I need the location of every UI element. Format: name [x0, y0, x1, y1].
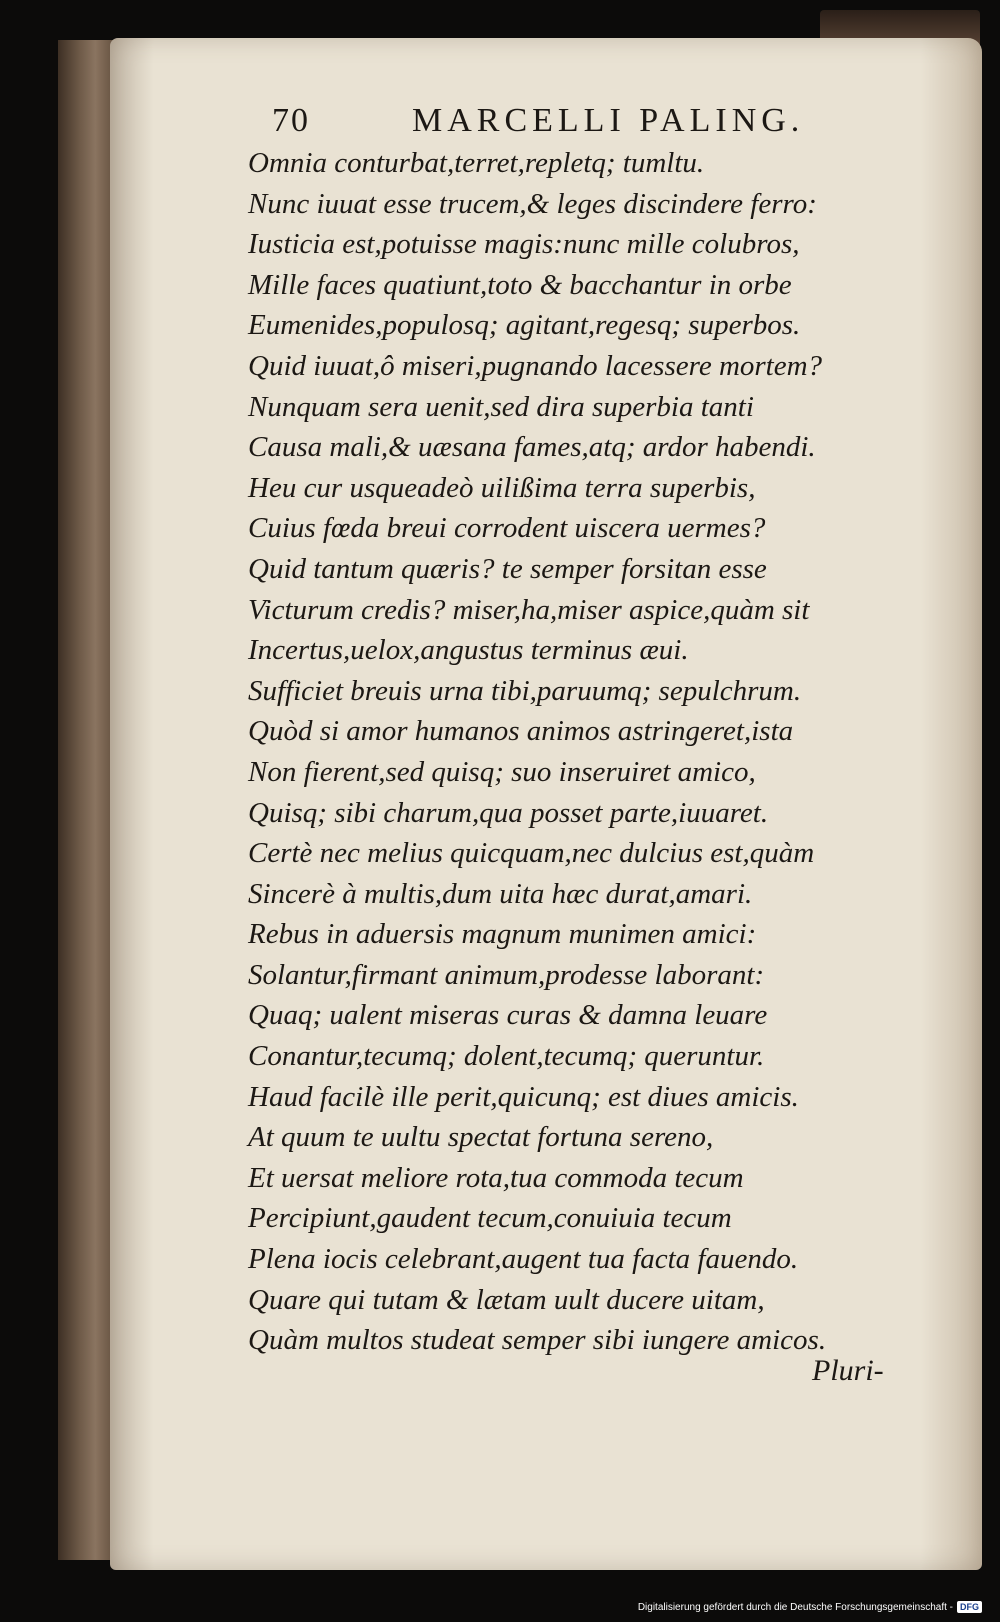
page-header [272, 102, 832, 142]
verse-line: Quàm multos studeat semper sibi iungere amicos. [248, 1324, 827, 1357]
verse-block [248, 143, 898, 1361]
verse-line: Nunquam sera uenit,sed dira superbia tanti [248, 390, 754, 423]
verse-line: Victurum credis? miser,ha,miser aspice,quàm sit [248, 593, 810, 626]
verse-line: Quare qui tutam & lætam uult ducere uitam, [248, 1283, 765, 1316]
funding-note: Digitalisierung gefördert durch die Deutsche Forschungsgemeinschaft - [637, 1601, 953, 1613]
running-title: MARCELLI PALING. [412, 102, 805, 139]
verse-line: Heu cur usqueadeò uilißima terra superbis, [248, 471, 756, 504]
page-number: 70 [272, 102, 310, 139]
verse-line: Solantur,firmant animum,prodesse laborant: [248, 958, 765, 991]
verse-line: Rebus in aduersis magnum munimen amici: [248, 918, 757, 951]
verse-line: Et uersat meliore rota,tua commoda tecum [248, 1161, 744, 1194]
verse-line: Incertus,uelox,angustus terminus æui. [248, 634, 689, 667]
verse-line: Certè nec melius quicquam,nec dulcius est,quàm [248, 837, 815, 870]
verse-line: Nunc iuuat esse trucem,& leges discindere ferro: [248, 187, 817, 220]
verse-line: Eumenides,populosq; agitant,regesq; superbos. [248, 309, 801, 342]
verse-line: Haud facilè ille perit,quicunq; est diues amicis. [248, 1080, 799, 1113]
verse-line: Cuius fœda breui corrodent uiscera uermes? [248, 512, 766, 545]
verse-line: Conantur,tecumq; dolent,tecumq; queruntur. [248, 1040, 765, 1073]
verse-line: Iusticia est,potuisse magis:nunc mille colubros, [248, 228, 800, 261]
verse-line: Plena iocis celebrant,augent tua facta fauendo. [248, 1243, 799, 1276]
catchword: Pluri- [812, 1354, 884, 1387]
verse-line: Sincerè à multis,dum uita hæc durat,amari. [248, 877, 753, 910]
verse-line: Mille faces quatiunt,toto & bacchantur in orbe [248, 268, 792, 301]
dfg-logo-icon: DFG [957, 1601, 982, 1613]
verse-line: Quòd si amor humanos animos astringeret,ista [248, 715, 794, 748]
verse-line: Quisq; sibi charum,qua posset parte,iuuaret. [248, 796, 769, 829]
verse-line: At quum te uultu spectat fortuna sereno, [248, 1121, 714, 1154]
verse-line: Quid tantum quæris? te semper forsitan esse [248, 552, 767, 585]
verse-line: Percipiunt,gaudent tecum,conuiuia tecum [248, 1202, 732, 1235]
verse-line: Sufficiet breuis urna tibi,paruumq; sepulchrum. [248, 674, 802, 707]
verse-line: Non fierent,sed quisq; suo inseruiret amico, [248, 755, 756, 788]
verse-line: Quaq; ualent miseras curas & damna leuare [248, 999, 768, 1032]
verse-line: Quid iuuat,ô miseri,pugnando lacessere mortem? [248, 349, 823, 382]
digitization-footer [638, 1598, 982, 1616]
verse-line: Omnia conturbat,terret,repletq; tumltu. [248, 147, 705, 179]
verse-line: Causa mali,& uæsana fames,atq; ardor habendi. [248, 431, 816, 464]
